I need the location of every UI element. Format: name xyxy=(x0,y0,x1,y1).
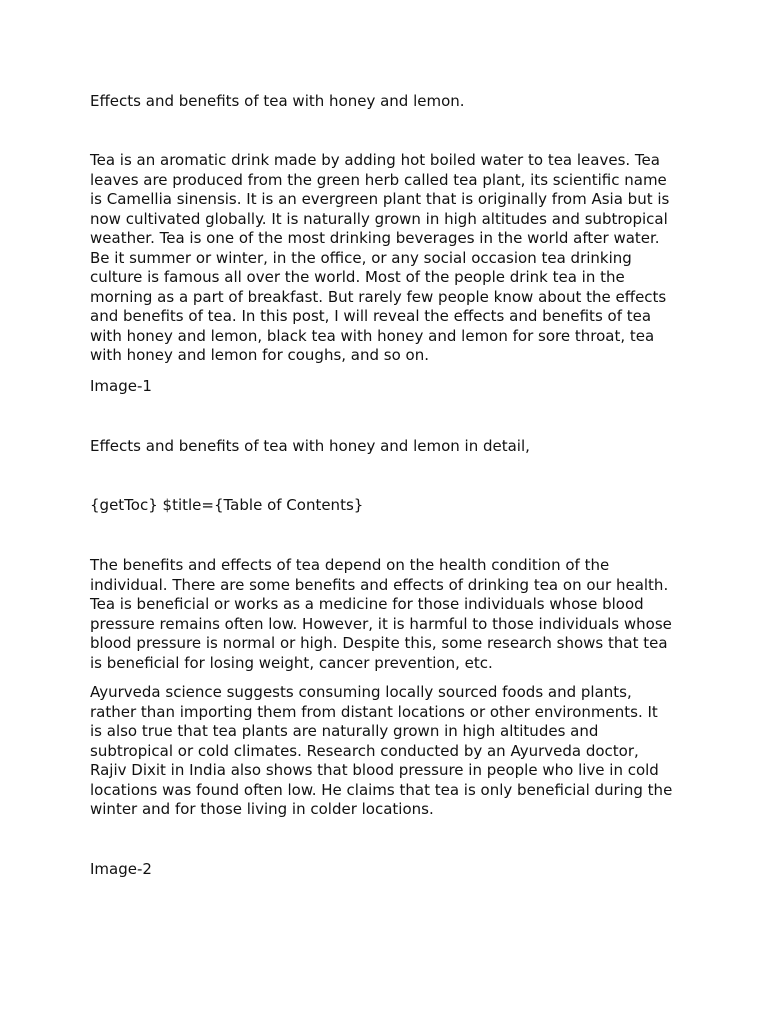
ayurveda-paragraph: Ayurveda science suggests consuming locally sourced foods and plants, rather than importing them from distant locations or other environments. It is also true that tea plants are naturally grown in high altitudes and subtropical or cold climates. Research conducted by an Ayurveda doctor, Rajiv Dixit in India also shows that blood pressure in people who live in cold locations was found often low. He claims that tea is only beneficial during the winter and for those living in colder locations. xyxy=(90,683,673,818)
image-placeholder-2: Image-2 xyxy=(90,860,152,878)
detail-heading: Effects and benefits of tea with honey and lemon in detail, xyxy=(90,437,530,455)
document-title: Effects and benefits of tea with honey and lemon. xyxy=(90,92,465,110)
health-paragraph: The benefits and effects of tea depend on the health condition of the individual. There are some benefits and effects of drinking tea on our health. Tea is beneficial or works as a medicine for those individuals whose blood pressure remains often low. However, it is harmful to those individuals whose blood pressure is normal or high. Despite this, some research shows that tea is beneficial for losing weight, cancer prevention, etc. xyxy=(90,556,672,672)
image-placeholder-1: Image-1 xyxy=(90,377,152,395)
intro-paragraph: Tea is an aromatic drink made by adding hot boiled water to tea leaves. Tea leaves are produced from the green herb called tea plant, its scientific name is Camellia sinensis. It is an evergreen plant that is originally from Asia but is now cultivated globally. It is naturally grown in high altitudes and subtropical weather. Tea is one of the most drinking beverages in the world after water. Be it summer or winter, in the office, or any social occasion tea drinking culture is famous all over the world. Most of the people drink tea in the morning as a part of breakfast. But rarely few people know about the effects and benefits of tea. In this post, I will reveal the effects and benefits of tea with honey and lemon, black tea with honey and lemon for sore throat, tea with honey and lemon for coughs, and so on. xyxy=(90,151,670,364)
toc-shortcode: {getToc} $title={Table of Contents} xyxy=(90,496,364,514)
